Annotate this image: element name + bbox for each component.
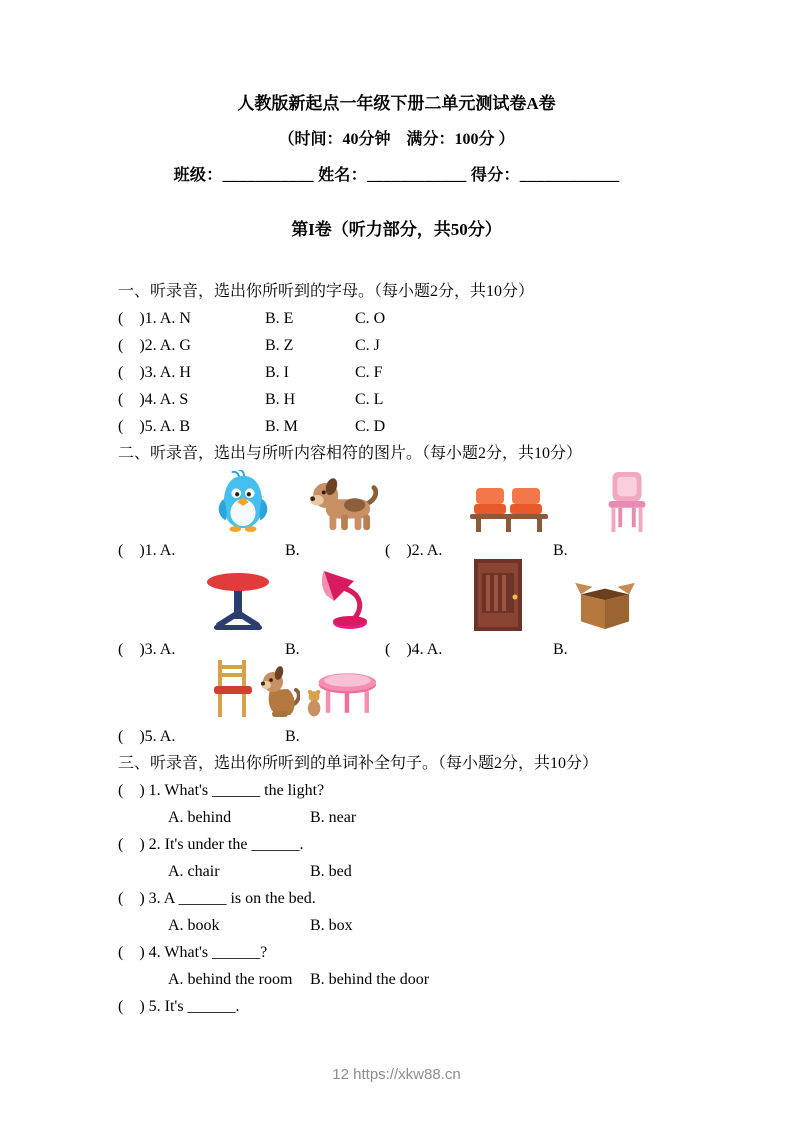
question-text: ( ) 5. It's ______. xyxy=(118,998,240,1015)
option-label: B. xyxy=(553,641,568,658)
picture-labels-2 xyxy=(118,636,675,663)
question-label: ( )1. A. xyxy=(118,542,176,559)
option-b: B. H xyxy=(265,391,296,408)
table-image xyxy=(206,573,270,636)
section1-title: 一、听录音，选出你所听到的字母。（每小题2分，共10分） xyxy=(118,283,535,300)
option-c: C. L xyxy=(355,391,384,408)
option-label: B. xyxy=(553,542,568,559)
question-label: ( )4. A. xyxy=(385,641,443,658)
option-a: ( )5. A. B xyxy=(118,418,191,435)
picture-labels-3 xyxy=(118,723,675,750)
section3-title: 三、听录音，选出你所听到的单词补全句子。（每小题2分，共10分） xyxy=(118,755,599,772)
question-options xyxy=(168,804,675,831)
question-row-2 xyxy=(118,332,675,359)
question-label: ( )2. A. xyxy=(385,542,443,559)
question-options xyxy=(168,858,675,885)
bird-image xyxy=(214,470,272,537)
option-c: C. O xyxy=(355,310,386,327)
picture-row-2 xyxy=(118,564,675,636)
option-b: B. bed xyxy=(310,863,352,880)
option-b: B. M xyxy=(265,418,298,435)
option-b: B. behind the door xyxy=(310,971,430,988)
option-c: C. D xyxy=(355,418,386,435)
option-label: B. xyxy=(285,641,300,658)
option-a: ( )3. A. H xyxy=(118,364,191,381)
door-image xyxy=(474,559,522,636)
question-row-1 xyxy=(118,305,675,332)
option-b: B. near xyxy=(310,809,357,826)
option-c: C. F xyxy=(355,364,383,381)
option-a: A. book xyxy=(168,917,220,934)
sentence-question-2 xyxy=(118,831,675,885)
sentence-question-4 xyxy=(118,939,675,993)
lamp-image xyxy=(318,569,374,636)
picture-row-1 xyxy=(118,475,675,537)
option-b: B. I xyxy=(265,364,289,381)
page-footer-watermark: 12 https://xkw88.cn xyxy=(332,1066,461,1083)
pink-table-with-teddy-image xyxy=(306,668,378,723)
option-c: C. J xyxy=(355,337,380,354)
question-row-3 xyxy=(118,359,675,386)
box-image xyxy=(572,579,638,636)
option-label: B. xyxy=(285,542,300,559)
question-options xyxy=(168,912,675,939)
question-label: ( )3. A. xyxy=(118,641,176,658)
picture-row-3 xyxy=(118,665,675,723)
part1-title: 第I卷（听力部分，共50分） xyxy=(291,220,502,239)
section2-title: 二、听录音，选出与所听内容相符的图片。（每小题2分，共10分） xyxy=(118,445,583,462)
option-a: A. behind the room xyxy=(168,971,293,988)
sentence-question-5 xyxy=(118,993,675,1020)
question-row-4 xyxy=(118,386,675,413)
dog-image xyxy=(310,478,378,537)
question-text: ( ) 4. What's ______? xyxy=(118,944,268,961)
chair-and-dog-image xyxy=(212,660,300,723)
question-row-5 xyxy=(118,413,675,440)
option-a: ( )2. A. G xyxy=(118,337,191,354)
option-b: B. Z xyxy=(265,337,294,354)
option-a: A. chair xyxy=(168,863,220,880)
pink-chair-image xyxy=(606,472,648,537)
picture-labels-1 xyxy=(118,537,675,564)
sentence-question-3 xyxy=(118,885,675,939)
question-text: ( ) 2. It's under the ______. xyxy=(118,836,304,853)
question-options xyxy=(168,966,675,993)
option-label: B. xyxy=(285,728,300,745)
paper-title: 人教版新起点一年级下册二单元测试卷A卷 xyxy=(237,94,556,113)
student-info-fields: 班级：___________ 姓名：____________ 得分：____________ xyxy=(173,167,620,184)
option-a: A. behind xyxy=(168,809,232,826)
option-b: B. box xyxy=(310,917,353,934)
bench-sofa-image xyxy=(470,486,548,537)
option-b: B. E xyxy=(265,310,294,327)
sentence-question-1 xyxy=(118,777,675,831)
question-text: ( ) 1. What's ______ the light? xyxy=(118,782,325,799)
question-text: ( ) 3. A ______ is on the bed. xyxy=(118,890,316,907)
question-label: ( )5. A. xyxy=(118,728,176,745)
option-a: ( )1. A. N xyxy=(118,310,191,327)
option-a: ( )4. A. S xyxy=(118,391,189,408)
paper-subtitle: （时间：40分钟 满分：100分 ） xyxy=(278,131,515,148)
